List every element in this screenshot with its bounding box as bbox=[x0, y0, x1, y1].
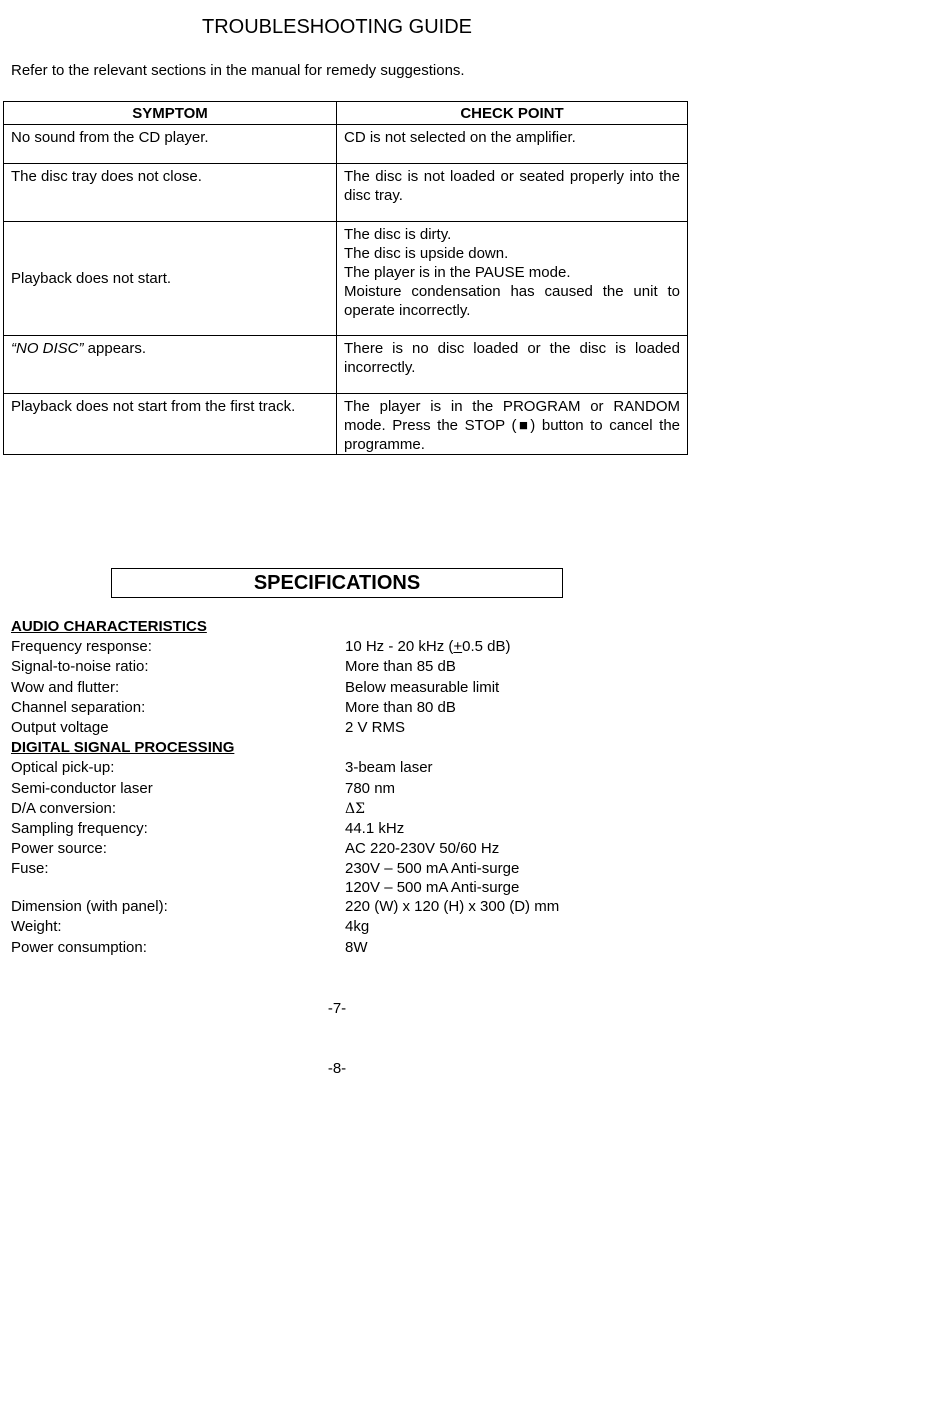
specifications-list bbox=[11, 617, 711, 958]
check-cell: There is no disc loaded or the disc is loaded incorrectly. bbox=[337, 336, 688, 394]
page-number: -8- bbox=[327, 1060, 347, 1077]
check-line: The disc is dirty. bbox=[344, 226, 452, 243]
specifications-title: SPECIFICATIONS bbox=[111, 568, 563, 598]
check-line: The disc is upside down. bbox=[344, 245, 509, 262]
digital-heading: DIGITAL SIGNAL PROCESSING bbox=[11, 739, 235, 757]
spec-section-heading bbox=[11, 617, 711, 637]
spec-row bbox=[11, 799, 711, 819]
symptom-cell: The disc tray does not close. bbox=[4, 164, 337, 222]
page-number: -7- bbox=[327, 1000, 347, 1017]
spec-label: Semi-conductor laser bbox=[11, 779, 153, 797]
spec-value-line: 120V – 500 mA Anti-surge bbox=[345, 879, 520, 897]
table-header-row bbox=[4, 102, 688, 125]
spec-value bbox=[345, 637, 511, 657]
spec-value bbox=[345, 859, 519, 897]
table-row bbox=[4, 125, 688, 164]
spec-section-heading bbox=[11, 738, 711, 758]
spec-row bbox=[11, 657, 711, 677]
spec-label: Signal-to-noise ratio: bbox=[11, 658, 149, 676]
troubleshooting-title: TROUBLESHOOTING GUIDE bbox=[201, 16, 473, 38]
spec-row bbox=[11, 678, 711, 698]
check-cell: CD is not selected on the amplifier. bbox=[337, 125, 688, 164]
spec-label: Fuse: bbox=[11, 860, 49, 878]
spec-row bbox=[11, 698, 711, 718]
spec-label: D/A conversion: bbox=[11, 799, 117, 817]
spec-value-line: 230V – 500 mA Anti-surge bbox=[345, 860, 520, 878]
spec-row bbox=[11, 938, 711, 958]
spec-value: Below measurable limit bbox=[345, 678, 500, 696]
no-disc-indicator: “NO DISC” bbox=[11, 340, 84, 357]
troubleshooting-intro: Refer to the relevant sections in the manual for remedy suggestions. bbox=[11, 62, 465, 79]
spec-value: More than 80 dB bbox=[345, 698, 456, 716]
table-row bbox=[4, 394, 688, 455]
spec-row bbox=[11, 859, 711, 897]
spec-value: 2 V RMS bbox=[345, 718, 406, 736]
spec-value: 4kg bbox=[345, 918, 370, 936]
spec-row bbox=[11, 718, 711, 738]
spec-row bbox=[11, 917, 711, 937]
spec-label: Dimension (with panel): bbox=[11, 898, 168, 916]
symptom-text: appears. bbox=[83, 340, 147, 357]
spec-label: Frequency response: bbox=[11, 638, 152, 656]
delta-sigma-symbol: ΔΣ bbox=[345, 800, 366, 817]
spec-value: 220 (W) x 120 (H) x 300 (D) mm bbox=[345, 898, 560, 916]
check-line: Moisture condensation has caused the unit to operate incorrectly. bbox=[344, 283, 680, 319]
table-row bbox=[4, 336, 688, 394]
plus-minus-symbol: + bbox=[453, 638, 463, 656]
spec-row bbox=[11, 819, 711, 839]
check-cell bbox=[337, 222, 688, 336]
spec-row bbox=[11, 637, 711, 657]
check-cell: The disc is not loaded or seated properly into the disc tray. bbox=[337, 164, 688, 222]
spec-value: 3-beam laser bbox=[345, 759, 433, 777]
spec-label: Optical pick-up: bbox=[11, 759, 115, 777]
spec-row bbox=[11, 758, 711, 778]
spec-label: Power source: bbox=[11, 840, 107, 858]
spec-value: 44.1 kHz bbox=[345, 819, 405, 837]
check-line: The player is in the PAUSE mode. bbox=[344, 264, 571, 281]
table-row bbox=[4, 164, 688, 222]
symptom-header: SYMPTOM bbox=[4, 102, 337, 125]
symptom-cell: No sound from the CD player. bbox=[4, 125, 337, 164]
spec-row bbox=[11, 839, 711, 859]
troubleshooting-table bbox=[3, 101, 688, 455]
spec-value-part: 0.5 dB) bbox=[462, 638, 511, 656]
symptom-cell bbox=[4, 336, 337, 394]
spec-value: 8W bbox=[345, 938, 368, 956]
spec-value-part: 10 Hz - 20 kHz ( bbox=[345, 638, 454, 656]
spec-label: Power consumption: bbox=[11, 938, 147, 956]
symptom-cell: Playback does not start. bbox=[4, 222, 337, 336]
spec-value: 780 nm bbox=[345, 779, 396, 797]
spec-value: More than 85 dB bbox=[345, 658, 456, 676]
spec-label: Channel separation: bbox=[11, 698, 146, 716]
check-point-header: CHECK POINT bbox=[337, 102, 688, 125]
spec-label: Weight: bbox=[11, 918, 62, 936]
symptom-cell: Playback does not start from the first track. bbox=[4, 394, 337, 455]
spec-label: Output voltage bbox=[11, 718, 109, 736]
spec-value: AC 220-230V 50/60 Hz bbox=[345, 840, 500, 858]
audio-heading: AUDIO CHARACTERISTICS bbox=[11, 618, 207, 635]
spec-label: Wow and flutter: bbox=[11, 678, 120, 696]
spec-row bbox=[11, 779, 711, 799]
check-cell: The player is in the PROGRAM or RANDOM mode. Press the STOP (■) button to cancel the programme. bbox=[337, 394, 688, 455]
spec-label: Sampling frequency: bbox=[11, 819, 148, 837]
spec-row bbox=[11, 897, 711, 917]
table-row bbox=[4, 222, 688, 336]
